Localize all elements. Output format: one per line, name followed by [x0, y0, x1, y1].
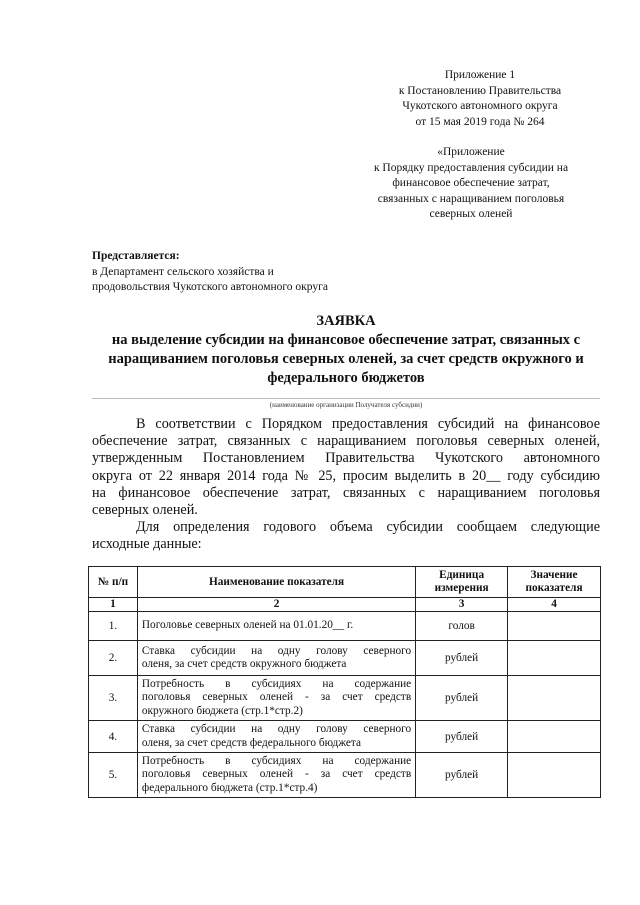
title-line: ЗАЯВКА: [316, 313, 376, 329]
row-indicator-name: [137, 753, 415, 798]
table-column-numbers-row: [89, 598, 601, 612]
indicator-line: поголовья северных оленей - за счет средств: [141, 691, 412, 704]
table-row: [89, 753, 601, 798]
header-number: № п/п: [89, 567, 138, 598]
table-header-row: [89, 567, 601, 598]
row-number: 2.: [89, 641, 138, 676]
document-title: [92, 312, 600, 388]
title-line: на выделение субсидии на финансовое обеспечение затрат, связанных с: [111, 332, 581, 348]
paragraph-request: [92, 416, 600, 519]
table-row: [89, 676, 601, 721]
appendix-2-line: северных оленей: [429, 208, 513, 220]
indicator-line: Ставка субсидии на одну голову северного: [141, 644, 412, 657]
title-line: федерального бюджетов: [267, 370, 425, 386]
appendix-1-header: [365, 68, 595, 130]
row-indicator-name: [137, 721, 415, 753]
indicator-line: поголовья северных оленей - за счет средств: [141, 768, 412, 781]
indicator-line: оленя, за счет средств окружного бюджета: [141, 658, 347, 670]
appendix-1-line: Чукотского автономного округа: [402, 100, 558, 112]
row-value-cell[interactable]: [508, 753, 601, 798]
organization-fill-line: [92, 398, 600, 399]
title-line: наращиванием поголовья северных оленей, за счет средств окружного и: [108, 351, 584, 367]
row-number: 4.: [89, 721, 138, 753]
header-value: [508, 567, 601, 598]
paragraph-line: исходные данные:: [92, 536, 202, 553]
row-number: 5.: [89, 753, 138, 798]
indicator-line: Ставка субсидии на одну голову северного: [141, 723, 412, 735]
row-value-cell[interactable]: [508, 641, 601, 676]
submitted-label: Представляется:: [92, 250, 180, 262]
row-unit: рублей: [416, 721, 508, 753]
appendix-2-line: к Порядку предоставления субсидии на: [373, 161, 569, 174]
organization-caption: (наименование организации Получателя субсидии): [269, 401, 423, 409]
row-indicator-name: [137, 641, 415, 676]
row-indicator-name: [137, 612, 415, 641]
table-row: [89, 721, 601, 753]
row-value-cell[interactable]: [508, 721, 601, 753]
column-number: 2: [137, 598, 415, 612]
indicators-table: [88, 566, 601, 798]
header-value-line: Значение: [530, 569, 578, 581]
row-unit: рублей: [416, 753, 508, 798]
indicator-line: Поголовье северных оленей на 01.01.20__ г.: [141, 619, 354, 632]
row-unit: голов: [416, 612, 508, 641]
row-unit: рублей: [416, 676, 508, 721]
appendix-2-line: «Приложение: [437, 146, 505, 158]
indicator-line: Потребность в субсидиях на содержание: [141, 677, 412, 690]
row-indicator-name: [137, 676, 415, 721]
paragraph-line: утвержденным Постановлением Правительства Чукотского автономного: [92, 450, 600, 467]
row-value-cell[interactable]: [508, 676, 601, 721]
submitted-to-block: [92, 249, 392, 296]
row-number: 1.: [89, 612, 138, 641]
header-value-line: показателя: [525, 582, 583, 594]
appendix-2-header: [345, 145, 597, 223]
appendix-1-line: Приложение 1: [444, 69, 516, 81]
header-unit: [416, 567, 508, 598]
header-indicator-name: Наименование показателя: [137, 567, 415, 598]
row-value-cell[interactable]: [508, 612, 601, 641]
row-unit: рублей: [416, 641, 508, 676]
paragraph-line: В соответствии с Порядком предоставления субсидий на финансовое: [136, 416, 600, 432]
appendix-1-line: от 15 мая 2019 года № 264: [415, 115, 545, 128]
paragraph-line: северных оленей.: [92, 502, 198, 519]
paragraph-line: Для определения годового объема субсидии сообщаем следующие: [136, 519, 600, 536]
header-unit-line: измерения: [434, 582, 489, 594]
paragraph-line: округа от 22 января 2014 года № 25, просим выделить в 20__ году субсидию: [92, 467, 600, 484]
request-body: [92, 416, 600, 554]
column-number: 4: [508, 598, 601, 612]
row-number: 3.: [89, 676, 138, 721]
appendix-2-line: связанных с наращиванием поголовья: [377, 192, 565, 205]
indicator-line: федерального бюджета (стр.1*стр.4): [141, 781, 318, 794]
table-row: [89, 612, 601, 641]
indicator-line: Потребность в субсидиях на содержание: [141, 754, 412, 767]
indicator-line: окружного бюджета (стр.1*стр.2): [141, 704, 303, 717]
appendix-2-line: финансовое обеспечение затрат,: [392, 177, 550, 189]
appendix-1-line: к Постановлению Правительства: [398, 84, 562, 97]
indicator-line: оленя, за счет средств федерального бюджета: [141, 736, 361, 749]
submitted-line: продовольствия Чукотского автономного округа: [92, 281, 328, 293]
table-row: [89, 641, 601, 676]
column-number: 3: [416, 598, 508, 612]
column-number: 1: [89, 598, 138, 612]
paragraph-data-intro: [92, 519, 600, 553]
submitted-line: в Департамент сельского хозяйства и: [92, 265, 274, 278]
paragraph-line: на финансовое обеспечение затрат, связанных с наращиванием поголовья: [92, 484, 600, 501]
paragraph-line: обеспечение затрат, связанных с наращиванием поголовья северных оленей,: [92, 433, 600, 450]
header-unit-line: Единица: [439, 569, 485, 581]
